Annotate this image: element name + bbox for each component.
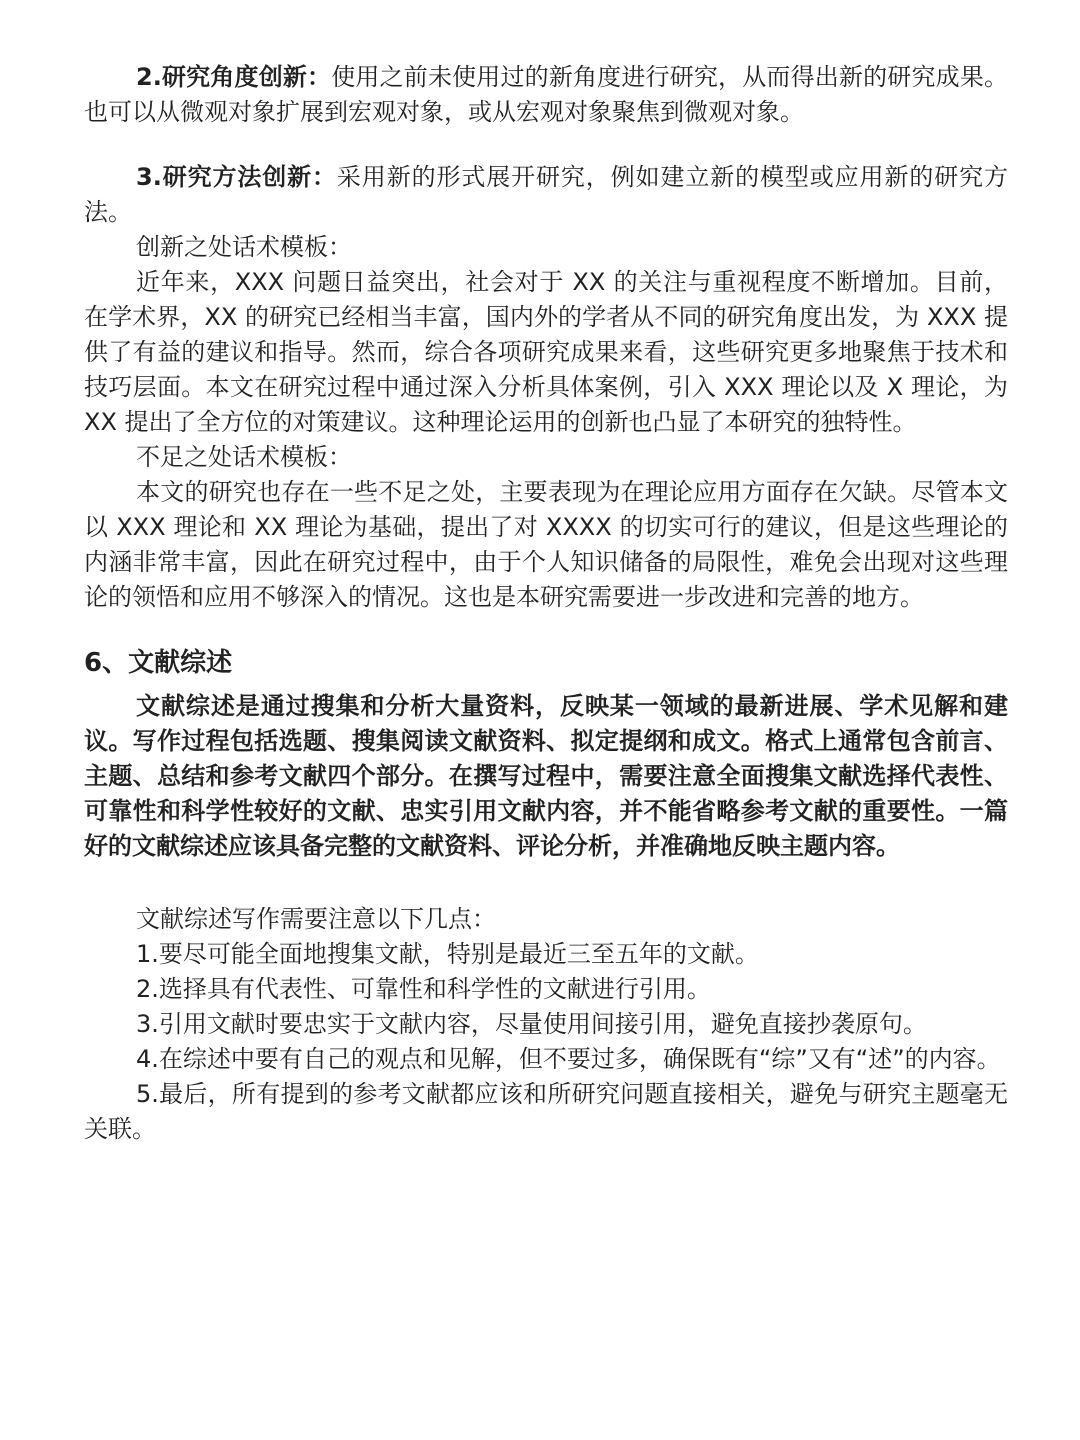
innovation-item-2 <box>84 60 1008 130</box>
innovation-item-3-label: 3.研究方法创新： <box>136 163 337 191</box>
note-item-1: 1.要尽可能全面地搜集文献，特别是最近三至五年的文献。 <box>136 940 759 968</box>
note-item-3: 3.引用文献时要忠实于文献内容，尽量使用间接引用，避免直接抄袭原句。 <box>136 1010 927 1038</box>
note-item-5: 5.最后，所有提到的参考文献都应该和所研究问题直接相关，避免与研究主题毫无关联。 <box>84 1080 1008 1143</box>
innovation-template-body: 近年来，XXX 问题日益突出，社会对于 XX 的关注与重视程度不断增加。目前，在学术界，XX 的研究已经相当丰富，国内外的学者从不同的研究角度出发，为 XXX 提供了有益的建议和指导。然而，综合各项研究成果来看，这些研究更多地聚焦于技术和技巧层面。本文在研究过程中通过深入分析具体案例，引入 XXX 理论以及 X 理论，为 XX 提出了全方位的对策建议。这种理论运用的创新也凸显了本研究的独特性。 <box>84 268 1008 436</box>
innovation-template-title: 创新之处话术模板： <box>136 233 352 261</box>
notes-title: 文献综述写作需要注意以下几点： <box>136 905 496 933</box>
innovation-item-3 <box>84 160 1008 230</box>
note-item-4: 4.在综述中要有自己的观点和见解，但不要过多，确保既有“综”又有“述”的内容。 <box>136 1045 1001 1073</box>
shortcoming-template-body: 本文的研究也存在一些不足之处，主要表现为在理论应用方面存在欠缺。尽管本文以 XXX 理论和 XX 理论为基础，提出了对 XXXX 的切实可行的建议，但是这些理论的内涵非常丰富，因此在研究过程中，由于个人知识储备的局限性，难免会出现对这些理论的领悟和应用不够深入的情况。这也是本研究需要进一步改进和完善的地方。 <box>84 478 1008 611</box>
shortcoming-template-title: 不足之处话术模板： <box>136 443 352 471</box>
note-item-2: 2.选择具有代表性、可靠性和科学性的文献进行引用。 <box>136 975 711 1003</box>
innovation-item-3-text: 采用新的形式展开研究，例如建立新的模型或应用新的研究方法。 <box>84 163 1008 226</box>
document-page <box>84 60 1008 1147</box>
innovation-item-2-label: 2.研究角度创新： <box>136 63 332 91</box>
section-6-intro: 文献综述是通过搜集和分析大量资料，反映某一领域的最新进展、学术见解和建议。写作过程包括选题、搜集阅读文献资料、拟定提纲和成文。格式上通常包含前言、主题、总结和参考文献四个部分。在撰写过程中，需要注意全面搜集文献选择代表性、可靠性和科学性较好的文献、忠实引用文献内容，并不能省略参考文献的重要性。一篇好的文献综述应该具备完整的文献资料、评论分析，并准确地反映主题内容。 <box>84 692 1008 860</box>
innovation-item-2-text: 使用之前未使用过的新角度进行研究，从而得出新的研究成果。也可以从微观对象扩展到宏观对象，或从宏观对象聚焦到微观对象。 <box>84 63 1008 126</box>
section-6-heading: 6、文献综述 <box>84 648 233 678</box>
